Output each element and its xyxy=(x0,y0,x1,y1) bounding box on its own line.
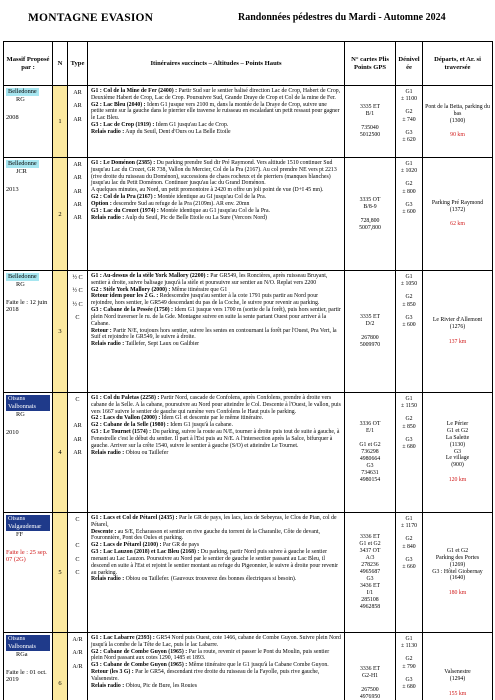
elevation-line: G3 xyxy=(405,436,413,443)
massif-cell xyxy=(4,86,53,158)
departure-line: G1 et G2 xyxy=(446,427,469,434)
map-gps-line: 3436 ET xyxy=(359,583,381,589)
elevation-line: ± 600 xyxy=(402,209,416,216)
massif-cell xyxy=(4,271,53,393)
elevation-line: G3 xyxy=(405,129,413,136)
massif-proposer: RG xyxy=(16,281,25,289)
departure-line: Le Périer xyxy=(446,420,469,427)
type-cell xyxy=(68,393,88,513)
itinerary-text: G3 : Lac du Crozet (1974) : Montée identique au G1 jusqu'au Col de la Pra. xyxy=(91,207,271,214)
elevation-line: G1 xyxy=(405,161,413,167)
elevation-line: ± 1100 xyxy=(400,96,417,103)
map-gps-line: E/1 xyxy=(365,428,375,434)
massif-cell xyxy=(4,393,53,513)
row-number: 1 xyxy=(53,86,68,158)
col-header-n: N xyxy=(53,42,68,86)
distance-km: 155 km xyxy=(448,690,467,697)
type-label: AR xyxy=(73,174,82,182)
departure-line: (1269) xyxy=(449,561,466,568)
itinerary-cell xyxy=(88,633,345,700)
hikes-table xyxy=(3,41,493,700)
type-label xyxy=(68,409,87,416)
elevation-line: ± 680 xyxy=(402,684,416,691)
itinerary-text: G1 : Le Doménon (2385) : Du parking prendre Sud dir Pré Raymond. Vers altitude 1510 continuer Sud jusqu'au Lac du Crozet, GR 738, Vallon du Mercier, Col de la Pra (2167). Au col prendre NE vers pt 2213 (rive droite du ruisseau du Doménon), successions de chaos rocheux et de pierriers (manques blanches) jusqu'au lac du Petit Doménon. Continuer jusqu'au lac du Grand Doménon. xyxy=(91,160,337,187)
massif-badge: Belledonne xyxy=(8,88,37,95)
massif-proposer: RG xyxy=(16,96,25,104)
map-gps-line: 3437 OT xyxy=(359,548,381,554)
type-cell xyxy=(68,271,88,393)
elevation-line: ± 680 xyxy=(402,444,416,451)
itinerary-text: G1 : Col du Paletas (2258) : Partir Nord, cascade de Confolens, après Confolens, prendre à droite vers cabane de la Selle. A la cabane, poursuivre au Nord pour atteindre le Col. Descente à l'Ouest, le vallon, puis vers 1667 suivre le sentier de gauche qui ramène vers Confolens le Haut puis le parking. xyxy=(91,395,341,415)
map-gps-line: I/1 xyxy=(366,590,374,596)
departure-line: (900) xyxy=(451,462,464,469)
departure-line: La Salette xyxy=(445,434,470,441)
elevation-line: ± 850 xyxy=(402,301,416,308)
itinerary-text: Relais radio : Obiou ou Taillefer xyxy=(91,449,169,456)
departure-line: (1640) xyxy=(449,575,466,582)
col-header-elevation: Dénivel ée xyxy=(396,42,423,86)
itinerary-text: Descente : au S/E, Echarasson et sentier en rive gauche du torrent de la Charanlie, Côte de devant, Fouronnière, Pont des Oules et parking. xyxy=(91,528,320,542)
distance-km: 62 km xyxy=(450,221,465,228)
elevation-line: G3 xyxy=(405,314,413,321)
map-gps-cell xyxy=(345,158,396,271)
departure-line: (1372) xyxy=(449,206,466,213)
massif-badge: Belledonne xyxy=(8,160,37,167)
itinerary-text: Retour (les 3 G) : Par le GR54, descendant rive droite du ruisseau de la Fayolle, puis rive gauche, Valsenestre. xyxy=(91,669,320,682)
type-label: C xyxy=(75,516,80,523)
elevation-line: ± 600 xyxy=(402,322,416,329)
type-label xyxy=(68,529,87,536)
map-gps-line: 285108 xyxy=(361,597,379,603)
itinerary-text: Retour idem pour les 2 G. : Redescendre jusqu'au sentier à la cote 1791 puis partir au Nord pour rejoindre, hors sentier, le GR549 descendant du pas de la Coche, le suivre pour revenir au parking. xyxy=(91,293,320,307)
table-row xyxy=(4,158,493,271)
map-gps-cell xyxy=(345,393,396,513)
itinerary-text: A quelques minutes, au Nord, un petit promontoire à 2420 m offre un joli point de vue (D+I 45 mn). xyxy=(91,187,324,194)
table-row xyxy=(4,633,493,700)
departure-line: G3 xyxy=(453,448,462,455)
type-label: AR xyxy=(73,89,82,96)
row-number: 3 xyxy=(53,271,68,393)
itinerary-text: G1 : Lacs et Col de Pétarel (2435) : Par le GR de pays, les lacs, lacs de Sebeyras, le Clos de Pian, col de Pétarel, xyxy=(91,515,337,528)
itinerary-cell xyxy=(88,513,345,633)
type-label: AR xyxy=(73,448,82,456)
itinerary-text: G2 : Cabane de la Selle (1980) : Idem G1 jusqu'à la cabane. xyxy=(91,422,233,429)
type-label: ½ C xyxy=(72,274,83,281)
map-gps-line xyxy=(345,211,395,218)
departure-line: Valsenestre xyxy=(444,669,471,676)
type-label: C xyxy=(75,542,80,550)
map-gps-line: 5009970 xyxy=(359,342,381,348)
type-label: A/R xyxy=(72,649,83,657)
elevation-line: ± 1020 xyxy=(400,168,418,175)
map-gps-line: A/3 xyxy=(365,555,375,561)
departure-line: Parking des Portes xyxy=(435,554,480,561)
col-header-maps: N° cartes Plis Points GPS xyxy=(345,42,396,86)
itinerary-text: G3 : Le Tournet (1574) : Du parking, suivre la route au N/E, tourner à droite puis tout de suite à gauche, à Fenestrelle c'est le début du sentier. Il part à l'Est puis au N/E. A l'intersection après la Salce, bifurquer à gauche. Arriver sur la crête 1540, suivre le sentier à gauche (S/O) et atteindre Le Tournet. xyxy=(91,429,340,449)
map-gps-cell xyxy=(345,86,396,158)
map-gps-line xyxy=(345,118,395,125)
row-number: 6 xyxy=(53,633,68,700)
elevation-cell xyxy=(396,86,423,158)
itinerary-text: Relais radio : Taillefer, Sept Laux ou Galibier xyxy=(91,341,200,348)
departure-cell xyxy=(423,86,493,158)
type-label: A/R xyxy=(72,636,83,643)
col-header-itineraries: Itinéraires succincts – Altitudes – Points Hauts xyxy=(88,42,345,86)
departure-line: (1130) xyxy=(449,441,466,448)
distance-km: 90 km xyxy=(450,132,465,139)
map-gps-line: 3335 ET xyxy=(359,314,381,320)
itinerary-text: G2 : Lacs de Pétarel (2100) : Par GR de pays xyxy=(91,542,200,549)
col-header-departures: Départs, et Ar. si traversée xyxy=(423,42,493,86)
departure-line: Pont de la Betta, parking du bas xyxy=(425,103,490,117)
massif-cell xyxy=(4,513,53,633)
map-gps-line: 4962858 xyxy=(359,604,381,610)
massif-date: 2008 xyxy=(6,113,19,121)
itinerary-text: Relais radio : Aup du Seuil, Dent d'Ours ou La Belle Etoile xyxy=(91,128,231,135)
type-label: AR xyxy=(73,214,82,222)
departure-cell xyxy=(423,158,493,271)
massif-date: Faite le : 25 sep. 07 (2G) xyxy=(6,548,48,564)
massif-date: 2013 xyxy=(6,185,19,193)
type-label: C xyxy=(75,313,80,321)
elevation-line: G2 xyxy=(405,181,413,188)
table-header-row xyxy=(4,42,493,86)
elevation-line: ± 1050 xyxy=(400,281,418,288)
document-subtitle: Randonnées pédestres du Mardi - Automne 2024 xyxy=(238,12,446,23)
elevation-line: G2 xyxy=(405,656,413,663)
elevation-line: ± 1130 xyxy=(400,643,417,650)
type-label: AR xyxy=(73,115,82,123)
itinerary-text: G3 : Lac de Crop (1919) : Idem G1 jusqu'au Lac de Crop. xyxy=(91,122,229,129)
table-row xyxy=(4,513,493,633)
map-gps-line: 5012500 xyxy=(359,132,381,138)
map-gps-line: G2-H1 xyxy=(361,673,379,679)
massif-date: 2010 xyxy=(6,428,19,436)
type-label: C xyxy=(75,396,80,403)
type-label: C xyxy=(75,555,80,563)
type-label: ½ C xyxy=(72,300,83,308)
elevation-line: G2 xyxy=(405,416,413,423)
departure-line: Parking Pré Raymond xyxy=(431,199,484,206)
map-gps-cell xyxy=(345,513,396,633)
elevation-line: ± 850 xyxy=(402,423,416,430)
massif-cell xyxy=(4,633,53,700)
map-gps-line: 278236 xyxy=(361,562,379,568)
type-label: AR xyxy=(73,161,82,168)
elevation-line: ± 790 xyxy=(402,663,416,670)
departure-line: Le Rivier d'Allemont xyxy=(432,317,483,324)
type-label: AR xyxy=(73,187,82,195)
distance-km: 137 km xyxy=(448,338,467,345)
type-cell xyxy=(68,633,88,700)
elevation-line: G1 xyxy=(405,89,413,95)
map-gps-line: G3 xyxy=(366,576,374,582)
itinerary-text: G2 : Lac Bleu (2040) : Idem G1 jusque vers 2100 m, dans la montée de la Draye de Crop, suivre une petite sente sur la gauche dans le pierrier elle traverse le ruisseau en escaladant un petit ressaut pour gagner le Lac Bleu. xyxy=(91,101,340,122)
map-gps-line: 3336 ET xyxy=(359,534,381,540)
map-gps-line: B/1 xyxy=(365,111,375,117)
type-label: AR xyxy=(73,102,82,110)
row-number: 5 xyxy=(53,513,68,633)
itinerary-text: G2 : Lacs du Vallon (2000) : Idem G1 et descente par le même itinéraire. xyxy=(91,415,264,422)
massif-cell xyxy=(4,158,53,271)
elevation-line: G2 xyxy=(405,294,413,301)
row-number: 4 xyxy=(53,393,68,513)
map-gps-line xyxy=(345,328,395,335)
elevation-line: G2 xyxy=(405,536,413,543)
departure-cell xyxy=(423,633,493,700)
elevation-line: G1 xyxy=(405,516,413,522)
itinerary-text: G3 : Cabane de la Pessée (1750) : Idem G1 jusque vers 1700 m (sortie de la forêt), puis hors sentier, partir plein Nord traverser le ru. de la Gde. Montagne suivre en suite la sente partant Ouest pour arriver à la Cabane. xyxy=(91,307,341,327)
document-title: MONTAGNE EVASION xyxy=(28,12,154,24)
col-header-type: Type xyxy=(68,42,88,86)
row-number: 2 xyxy=(53,158,68,271)
massif-badge: Oisans Valbonnais xyxy=(6,395,50,411)
elevation-line: ± 620 xyxy=(402,137,416,144)
elevation-line: ± 1150 xyxy=(400,403,417,410)
elevation-line: G1 xyxy=(405,636,413,642)
itinerary-text: G1 : Au-dessus de la stèle York Mallory (2200) : Par GR549, les Roncières, après ruisseau Bruyant, sentier à droite, suivre balisage jusqu'à la stèle et poursuivre sur sentier au N/O. Replat vers 2200 xyxy=(91,273,328,286)
table-row xyxy=(4,271,493,393)
map-gps-line: D/2 xyxy=(365,321,375,327)
itinerary-text: G2 : Col de la Pra (2167) : Montée identique au GI jusqu'au Col de la Pra. xyxy=(91,194,267,201)
elevation-cell xyxy=(396,271,423,393)
itinerary-text: G3 : Lac Lauzon (2018) et Lac Bleu (2168) : Du parking, partir Nord puis suivre à gauche le sentier menant au Lac Lauzon. Poursuivre au Nord par le sentier de gauche le sentier passant au Lac Bleu, il descend en suite à l'Est et rejoint le sentier montant au refuge du Pigeonnier, le suivre à droite pour revenir au parking. xyxy=(91,549,339,576)
departure-line: (1276) xyxy=(449,324,466,331)
elevation-line: ± 1170 xyxy=(400,523,417,530)
elevation-cell xyxy=(396,158,423,271)
map-gps-line: 734631 xyxy=(361,470,379,476)
distance-km: 180 km xyxy=(448,590,467,597)
itinerary-text: Relais radio : Aulp du Seuil, Pic de Belle Etoile ou La Sure (Vercors Nord) xyxy=(91,214,267,221)
map-gps-line: 5007,800 xyxy=(359,224,381,231)
itinerary-text: Option : descendre Sud au refuge de la Pra (2109m). AR env. 20mn xyxy=(91,200,250,207)
elevation-cell xyxy=(396,513,423,633)
massif-badge: Oisans Valgaudemar xyxy=(6,515,50,531)
departure-line: (1294) xyxy=(449,676,466,683)
itinerary-cell xyxy=(88,393,345,513)
itinerary-cell xyxy=(88,158,345,271)
map-gps-line: 3336 ET xyxy=(359,666,381,672)
type-label: C xyxy=(75,568,80,576)
map-gps-line: 736298 xyxy=(361,449,379,455)
massif-date: Faite le : 12 juin 2018 xyxy=(6,298,48,314)
itinerary-text: Relais radio : Obiou, Pic de Bure, les Rouies xyxy=(91,682,197,689)
map-gps-line: 3335 ET xyxy=(359,104,381,110)
departure-line: (1300) xyxy=(449,117,466,124)
map-gps-line xyxy=(345,435,395,442)
elevation-line: G1 xyxy=(405,396,413,402)
table-row xyxy=(4,393,493,513)
elevation-line: G2 xyxy=(405,109,413,116)
departure-line: G1 et G2 xyxy=(446,547,469,554)
massif-proposer: JCR xyxy=(16,168,27,176)
map-gps-line: G3 xyxy=(366,463,374,469)
massif-badge: Belledonne xyxy=(8,273,37,280)
itinerary-text: G2 : Cabane de Combe Guyon (1965) : Par la route, revenir et passer le Pont du Moulin, puis sentier plein Nord passant aux cotes 1290, 1485 et 1893. xyxy=(91,648,330,662)
type-label: A/R xyxy=(72,662,83,670)
map-gps-line: G1 et G2 xyxy=(359,541,381,547)
table-row xyxy=(4,86,493,158)
elevation-line: G1 xyxy=(405,274,413,280)
elevation-line: G3 xyxy=(405,201,413,208)
map-gps-line: 735040 xyxy=(361,125,379,131)
elevation-line: G3 xyxy=(405,676,413,683)
map-gps-line: 3336 OT xyxy=(359,421,381,427)
col-header-massif: Massif Proposé par : xyxy=(4,42,53,86)
massif-date: Faite le : 01 oct. 2019 xyxy=(6,668,47,684)
massif-proposer: RGa xyxy=(16,651,28,659)
type-label: AR xyxy=(73,422,82,430)
massif-badge: Oisans Valbonnais xyxy=(6,635,50,651)
itinerary-cell xyxy=(88,271,345,393)
elevation-line: ± 800 xyxy=(402,188,416,195)
map-gps-line: 267800 xyxy=(361,335,379,341)
itinerary-text: Retour : Partir N/E, toujours hors sentier, suivre les sentes en contournant la forêt par l'Ouest, Pra Vert, la Suif et rejoindre le GR549, le suivre à droite. xyxy=(91,327,337,341)
itinerary-text: G2 : Stèle York Mallory (2000) : Même itinéraire que G1 xyxy=(91,286,228,293)
departure-cell xyxy=(423,271,493,393)
itinerary-cell xyxy=(88,86,345,158)
distance-km: 120 km xyxy=(448,477,467,484)
type-cell xyxy=(68,513,88,633)
map-gps-line: G1 et G2 xyxy=(359,442,381,448)
map-gps-line: 4965687 xyxy=(359,569,381,575)
elevation-line: ± 740 xyxy=(402,116,416,123)
map-gps-line: B/8-9 xyxy=(363,203,377,210)
departure-cell xyxy=(423,513,493,633)
departure-line: Le village xyxy=(445,455,470,462)
map-gps-line: 4980664 xyxy=(359,456,381,462)
map-gps-line: 4976950 xyxy=(359,694,381,700)
itinerary-text: Relais radio : Obiou ou Taillefer. (Gauvoux trouverez des bonnes électriques si besoin). xyxy=(91,576,297,583)
map-gps-line: 728,800 xyxy=(360,217,380,224)
type-label: ½ C xyxy=(72,287,83,295)
map-gps-line: 3335 OT xyxy=(359,196,381,203)
map-gps-cell xyxy=(345,633,396,700)
elevation-line: ± 660 xyxy=(402,564,416,571)
map-gps-line: 4980154 xyxy=(359,477,381,483)
elevation-line: ± 840 xyxy=(402,543,416,550)
itinerary-text: G1 : Col de la Mine de Fer (2400) : Partir Sud sur le sentier balisé direction Lac de Crop, Habert de Crop, Deuxième Habert de Crop, Lac de Crop. Poursuivre Sud, Grande Draye de Crop et Col de la mine de Fer. xyxy=(91,88,341,101)
type-cell xyxy=(68,158,88,271)
massif-proposer: FF xyxy=(16,531,24,539)
itinerary-text: G1 : Lac Labarre (2393) : GR54 Nord puis Ouest, cote 1466, cabane de Combe Guyon. Suivre plein Nord jusqu'à la combe de la Tête de Lac, puis le lac Labarre. xyxy=(91,635,341,648)
map-gps-line xyxy=(345,680,395,687)
map-gps-line: 267500 xyxy=(361,687,379,693)
departure-line: G3 : Hôtel Giobernay xyxy=(432,568,483,575)
elevation-cell xyxy=(396,393,423,513)
itinerary-text: G3 : Cabane de Combe Guyon (1965) : Même itinéraire que le G1 jusqu'à la Cabane Combe Guyon. xyxy=(91,662,329,669)
type-cell xyxy=(68,86,88,158)
type-label: AR xyxy=(73,435,82,443)
elevation-line: G3 xyxy=(405,556,413,563)
departure-cell xyxy=(423,393,493,513)
elevation-cell xyxy=(396,633,423,700)
map-gps-cell xyxy=(345,271,396,393)
type-label: AR xyxy=(73,200,82,208)
massif-proposer: RG xyxy=(16,411,25,419)
